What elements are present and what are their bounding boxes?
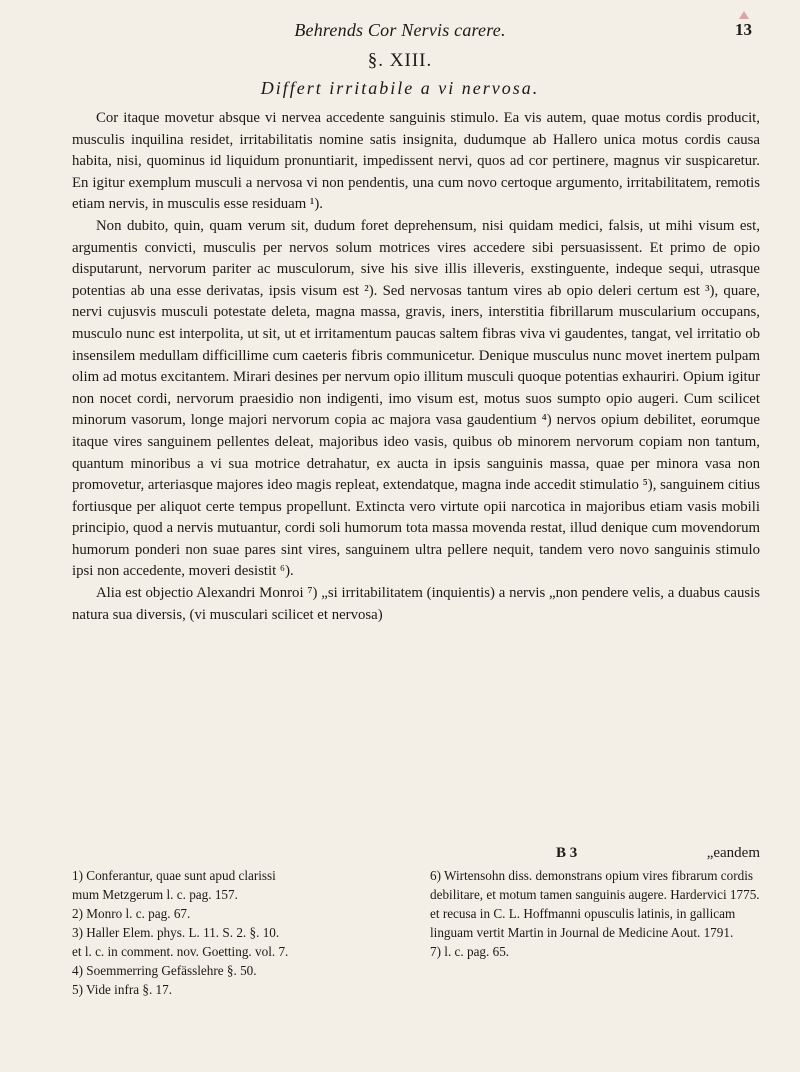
footnote-line: 2) Monro l. c. pag. 67.	[72, 906, 191, 921]
ink-mark-icon	[738, 10, 750, 20]
footnote-line: 5) Vide infra §. 17.	[72, 982, 173, 997]
footnote-line: mum Metzgerum l. c. pag. 157.	[72, 887, 238, 902]
section-subtitle: Differt irritabile a vi nervosa.	[260, 78, 540, 98]
paragraph: Cor itaque movetur absque vi nervea accedente sanguinis stimulo. Ea vis autem, quae motus cordis producit, musculis inquilina residet, irritabilitatis nomine satis insignita, dudumque ab Hallero unica motus cordis causa habita, nisi, quominus id liquidum pronuntiarit, impedissent nervi, quos ad cor pertinere, magnus vir suspicaretur. En igitur exemplum musculi a nervosa vi non pendentis, una cum novo certoque argumento, irritabilitatem, remotis etiam nervis, in musculis esse residuam ¹).	[72, 110, 760, 213]
footnote-line: et l. c. in comment. nov. Goetting. vol. 7.	[72, 944, 289, 959]
signature-mark: B 3	[556, 845, 578, 861]
footnote-line: 1) Conferantur, quae sunt apud clarissi	[72, 868, 276, 883]
paragraph: Non dubito, quin, quam verum sit, dudum foret deprehensum, nisi quidam medici, falsis, ut mihi visum est, argumentis convicti, musculis per nervos solum motrices vires accedere sibi persuasissent. Et primo de opio disputarunt, nervorum pariter ac musculorum, sive his sive illis illeveris, exstinguente, indeque sequi, utrasque potentias ab una esse derivatas, ipsis visum est ²). Sed nervosas tantum vires ab opio deleri certum est ³), quare, nervi cujusvis musculi potestate deleta, magna massa, gravis, iners, interstitia fibrillarum muscularium occupans, musculo nunc est interpolita, ut sit, ut et irritamentum paucas saltem fibras viva vi gaudentes, tangat, vel irritatio ob insensilem medullam difficillime cum caeteris fibris communicetur. Denique musculus nunc movet inertem pulpam olim ad motus excitantem. Mirari desines per nervum opio illitum musculi quoque potentias exhauriri. Opium igitur non nocet cordi, nervorum praesidio non indigenti, imo visum est, motus suos sumpto opio augeri. Cum scilicet minorum vasorum, longe majori nervorum copia ac majora vasa gaudentium ⁴) nervos opium debilitet, eorumque itaque vires sanguinem pellentes deleat, majoribus ideo vasis, quibus ob minorem nervorum copiam non tantum, quantum minoribus a vi sua motrice detrahatur, ex aucta in ipsis sanguinis massa, quae per minora vasa non promovetur, arteriasque majores ideo magis repleat, extendatque, magna inde accedit stimulatio ⁵), sanguinem citius fortiusque per aliquot certe tempus propellunt. Extincta vero virtute opii narcotica in majoribus etiam vasis mobili principio, quod a nervis mutuantur, cordi soli humorum tota massa movenda restat, illud denique cum movendorum humorum ponderi non suae pares sint vires, sanguinem ultra pellere nequit, tandem vero novo sanguinis stimulo ipsi non accedente, moveri desistit ⁶).	[72, 217, 760, 580]
page-number: 13	[735, 20, 752, 39]
paragraph: Alia est objectio Alexandri Monroi ⁷) „si irritabilitatem (inquientis) a nervis „non pendere velis, a duabus causis natura sua diversis, (vi musculari scilicet et nervosa)	[72, 585, 760, 623]
footnote-text: 7) l. c. pag. 65.	[430, 944, 510, 959]
footnotes-right-column	[430, 866, 760, 999]
section-heading: §. XIII.	[367, 50, 433, 71]
footnotes-left-column	[72, 866, 412, 999]
running-head	[0, 16, 800, 46]
signature-line	[72, 845, 760, 865]
body-text	[72, 108, 760, 626]
running-title: Behrends Cor Nervis carere.	[294, 20, 506, 40]
footnote-line: 4) Soemmerring Gefässlehre §. 50.	[72, 963, 257, 978]
footnote-line: 3) Haller Elem. phys. L. 11. S. 2. §. 10.	[72, 925, 280, 940]
catchword: „eandem	[706, 845, 760, 861]
footnote-text: 6) Wirtensohn diss. demonstrans opium vires fibrarum cordis debilitare, et motum tamen sanguinis augere. Hardervici 1775. et recusa in C. L. Hoffmanni opusculis latinis, in gallicam linguam vertit Martin in Journal de Medicine Aout. 1791.	[430, 868, 760, 940]
footnotes	[72, 866, 760, 999]
